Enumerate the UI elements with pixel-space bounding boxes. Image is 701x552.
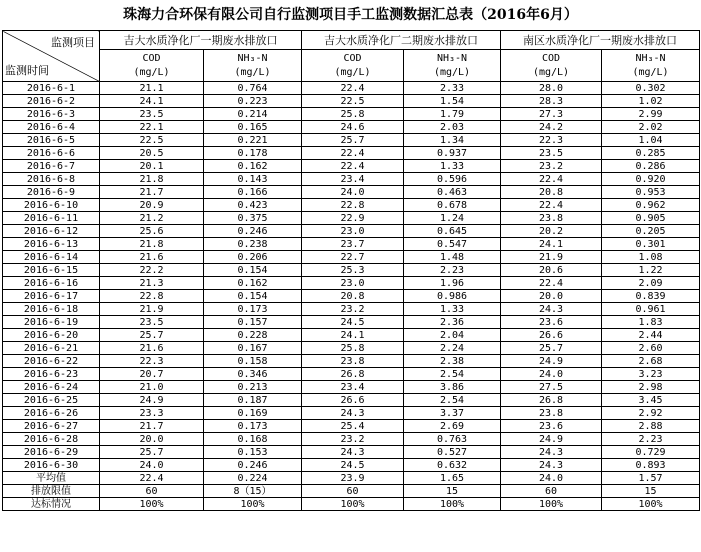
table-row — [3, 225, 700, 238]
date-cell: 2016-6-9 — [3, 186, 100, 199]
jida1-cod-cell: 20.0 — [100, 433, 204, 446]
jida2-cod-cell: 24.5 — [302, 459, 404, 472]
jida1-nh3n-cell: 0.158 — [204, 355, 302, 368]
jida1-nh3n-cell: 0.169 — [204, 407, 302, 420]
summary-row — [3, 485, 700, 498]
summary-label-cell: 达标情况 — [3, 498, 100, 511]
jida1-nh3n-cell: 0.214 — [204, 108, 302, 121]
date-cell: 2016-6-12 — [3, 225, 100, 238]
jida2-cod-cell: 25.8 — [302, 108, 404, 121]
jida1-nh3n-cell: 0.165 — [204, 121, 302, 134]
nanqu1-nh3n-cell: 2.68 — [602, 355, 700, 368]
nanqu1-nh3n-cell: 1.83 — [602, 316, 700, 329]
jida2-cod-cell: 23.9 — [302, 472, 404, 485]
table-row — [3, 95, 700, 108]
nanqu1-nh3n-cell: 2.88 — [602, 420, 700, 433]
param-name: COD — [343, 52, 362, 64]
nanqu1-cod-cell: 21.9 — [501, 251, 602, 264]
nanqu1-nh3n-cell: 1.22 — [602, 264, 700, 277]
table-row — [3, 186, 700, 199]
nanqu1-nh3n-cell: 15 — [602, 485, 700, 498]
param-header-cell — [602, 50, 700, 82]
nanqu1-nh3n-cell: 2.60 — [602, 342, 700, 355]
jida1-nh3n-cell: 0.143 — [204, 173, 302, 186]
table-row — [3, 173, 700, 186]
jida1-cod-cell: 21.8 — [100, 238, 204, 251]
nanqu1-cod-cell: 23.6 — [501, 420, 602, 433]
jida1-cod-cell: 20.1 — [100, 160, 204, 173]
nanqu1-nh3n-cell: 1.02 — [602, 95, 700, 108]
jida2-nh3n-cell: 3.86 — [404, 381, 501, 394]
param-name: NH₃-N — [635, 52, 666, 64]
table-row — [3, 290, 700, 303]
header-row-groups — [3, 31, 700, 50]
corner-label-item: 监测项目 — [51, 36, 95, 49]
jida1-cod-cell: 21.8 — [100, 173, 204, 186]
corner-label-time: 监测时间 — [5, 64, 49, 77]
jida1-nh3n-cell: 0.162 — [204, 277, 302, 290]
param-unit: (mg/L) — [133, 66, 170, 78]
table-row — [3, 381, 700, 394]
jida1-nh3n-cell: 0.154 — [204, 290, 302, 303]
jida2-cod-cell: 24.6 — [302, 121, 404, 134]
jida1-nh3n-cell: 0.166 — [204, 186, 302, 199]
jida1-nh3n-cell: 0.221 — [204, 134, 302, 147]
jida2-cod-cell: 22.9 — [302, 212, 404, 225]
jida1-cod-cell: 60 — [100, 485, 204, 498]
jida2-cod-cell: 23.2 — [302, 303, 404, 316]
jida2-nh3n-cell: 0.645 — [404, 225, 501, 238]
jida2-cod-cell: 24.5 — [302, 316, 404, 329]
date-cell: 2016-6-23 — [3, 368, 100, 381]
table-row — [3, 446, 700, 459]
jida1-nh3n-cell: 0.246 — [204, 225, 302, 238]
jida1-cod-cell: 21.1 — [100, 82, 204, 95]
table-row — [3, 329, 700, 342]
jida2-nh3n-cell: 100% — [404, 498, 501, 511]
nanqu1-cod-cell: 22.4 — [501, 173, 602, 186]
jida2-nh3n-cell: 2.69 — [404, 420, 501, 433]
nanqu1-cod-cell: 22.4 — [501, 199, 602, 212]
date-cell: 2016-6-10 — [3, 199, 100, 212]
jida1-cod-cell: 22.4 — [100, 472, 204, 485]
nanqu1-nh3n-cell: 2.98 — [602, 381, 700, 394]
table-row — [3, 355, 700, 368]
table-row — [3, 394, 700, 407]
jida1-cod-cell: 24.9 — [100, 394, 204, 407]
jida1-nh3n-cell: 0.764 — [204, 82, 302, 95]
table-row — [3, 108, 700, 121]
param-unit: (mg/L) — [433, 66, 471, 78]
nanqu1-cod-cell: 20.0 — [501, 290, 602, 303]
param-header-cell — [204, 50, 302, 82]
nanqu1-cod-cell: 24.2 — [501, 121, 602, 134]
nanqu1-nh3n-cell: 0.962 — [602, 199, 700, 212]
jida1-cod-cell: 22.2 — [100, 264, 204, 277]
jida1-nh3n-cell: 0.173 — [204, 420, 302, 433]
nanqu1-cod-cell: 23.8 — [501, 407, 602, 420]
param-header-cell — [100, 50, 204, 82]
jida1-nh3n-cell: 0.238 — [204, 238, 302, 251]
nanqu1-nh3n-cell: 0.205 — [602, 225, 700, 238]
nanqu1-cod-cell: 27.3 — [501, 108, 602, 121]
jida1-cod-cell: 24.0 — [100, 459, 204, 472]
param-header-cell — [501, 50, 602, 82]
date-cell: 2016-6-5 — [3, 134, 100, 147]
date-cell: 2016-6-2 — [3, 95, 100, 108]
jida2-cod-cell: 60 — [302, 485, 404, 498]
jida1-cod-cell: 22.5 — [100, 134, 204, 147]
jida2-nh3n-cell: 0.986 — [404, 290, 501, 303]
nanqu1-cod-cell: 24.3 — [501, 459, 602, 472]
group-header-jida-phase1: 吉大水质净化厂一期废水排放口 — [100, 31, 302, 50]
date-cell: 2016-6-6 — [3, 147, 100, 160]
nanqu1-nh3n-cell: 1.57 — [602, 472, 700, 485]
jida2-nh3n-cell: 0.632 — [404, 459, 501, 472]
jida1-cod-cell: 21.3 — [100, 277, 204, 290]
jida1-nh3n-cell: 0.187 — [204, 394, 302, 407]
table-row — [3, 199, 700, 212]
jida2-cod-cell: 23.4 — [302, 173, 404, 186]
date-cell: 2016-6-25 — [3, 394, 100, 407]
jida2-cod-cell: 23.8 — [302, 355, 404, 368]
date-cell: 2016-6-13 — [3, 238, 100, 251]
nanqu1-nh3n-cell: 0.905 — [602, 212, 700, 225]
jida2-nh3n-cell: 2.03 — [404, 121, 501, 134]
nanqu1-cod-cell: 100% — [501, 498, 602, 511]
nanqu1-cod-cell: 28.3 — [501, 95, 602, 108]
jida2-cod-cell: 23.2 — [302, 433, 404, 446]
jida1-nh3n-cell: 0.162 — [204, 160, 302, 173]
jida1-cod-cell: 21.9 — [100, 303, 204, 316]
nanqu1-nh3n-cell: 0.953 — [602, 186, 700, 199]
jida2-cod-cell: 23.7 — [302, 238, 404, 251]
jida2-cod-cell: 22.4 — [302, 82, 404, 95]
table-row — [3, 277, 700, 290]
nanqu1-nh3n-cell: 3.45 — [602, 394, 700, 407]
nanqu1-nh3n-cell: 0.302 — [602, 82, 700, 95]
date-cell: 2016-6-22 — [3, 355, 100, 368]
nanqu1-nh3n-cell: 2.92 — [602, 407, 700, 420]
jida1-cod-cell: 25.6 — [100, 225, 204, 238]
jida1-nh3n-cell: 0.178 — [204, 147, 302, 160]
jida2-cod-cell: 24.1 — [302, 329, 404, 342]
jida1-cod-cell: 21.6 — [100, 251, 204, 264]
nanqu1-cod-cell: 24.0 — [501, 472, 602, 485]
date-cell: 2016-6-30 — [3, 459, 100, 472]
jida2-nh3n-cell: 1.96 — [404, 277, 501, 290]
jida1-cod-cell: 22.8 — [100, 290, 204, 303]
nanqu1-cod-cell: 28.0 — [501, 82, 602, 95]
jida1-cod-cell: 25.7 — [100, 329, 204, 342]
jida1-cod-cell: 21.7 — [100, 186, 204, 199]
nanqu1-nh3n-cell: 0.893 — [602, 459, 700, 472]
date-cell: 2016-6-19 — [3, 316, 100, 329]
jida2-nh3n-cell: 2.54 — [404, 394, 501, 407]
nanqu1-nh3n-cell: 1.04 — [602, 134, 700, 147]
nanqu1-nh3n-cell: 0.729 — [602, 446, 700, 459]
date-cell: 2016-6-8 — [3, 173, 100, 186]
nanqu1-cod-cell: 24.3 — [501, 303, 602, 316]
jida2-nh3n-cell: 3.37 — [404, 407, 501, 420]
jida2-cod-cell: 20.8 — [302, 290, 404, 303]
jida2-nh3n-cell: 0.596 — [404, 173, 501, 186]
jida2-nh3n-cell: 0.678 — [404, 199, 501, 212]
jida2-cod-cell: 24.3 — [302, 446, 404, 459]
table-row — [3, 264, 700, 277]
jida2-nh3n-cell: 0.937 — [404, 147, 501, 160]
jida1-nh3n-cell: 0.168 — [204, 433, 302, 446]
jida2-cod-cell: 22.5 — [302, 95, 404, 108]
jida2-nh3n-cell: 1.34 — [404, 134, 501, 147]
jida2-cod-cell: 24.3 — [302, 407, 404, 420]
nanqu1-nh3n-cell: 100% — [602, 498, 700, 511]
date-cell: 2016-6-21 — [3, 342, 100, 355]
jida1-nh3n-cell: 0.246 — [204, 459, 302, 472]
jida1-cod-cell: 21.6 — [100, 342, 204, 355]
jida1-nh3n-cell: 0.224 — [204, 472, 302, 485]
jida2-nh3n-cell: 0.547 — [404, 238, 501, 251]
jida2-cod-cell: 22.7 — [302, 251, 404, 264]
jida2-nh3n-cell: 1.54 — [404, 95, 501, 108]
table-row — [3, 420, 700, 433]
date-cell: 2016-6-7 — [3, 160, 100, 173]
date-cell: 2016-6-18 — [3, 303, 100, 316]
jida2-nh3n-cell: 1.48 — [404, 251, 501, 264]
table-row — [3, 251, 700, 264]
monitoring-data-table — [2, 30, 700, 511]
jida1-cod-cell: 23.5 — [100, 108, 204, 121]
nanqu1-cod-cell: 20.6 — [501, 264, 602, 277]
jida2-nh3n-cell: 1.65 — [404, 472, 501, 485]
corner-header-cell — [3, 31, 100, 82]
header-row-parameters — [3, 50, 700, 82]
date-cell: 2016-6-29 — [3, 446, 100, 459]
nanqu1-cod-cell: 27.5 — [501, 381, 602, 394]
jida1-nh3n-cell: 0.153 — [204, 446, 302, 459]
jida2-cod-cell: 25.7 — [302, 134, 404, 147]
param-unit: (mg/L) — [334, 66, 371, 78]
table-row — [3, 459, 700, 472]
nanqu1-cod-cell: 20.8 — [501, 186, 602, 199]
param-name: NH₃-N — [436, 52, 468, 64]
param-unit: (mg/L) — [234, 66, 271, 78]
summary-row — [3, 498, 700, 511]
table-row — [3, 212, 700, 225]
jida2-nh3n-cell: 1.33 — [404, 303, 501, 316]
date-cell: 2016-6-26 — [3, 407, 100, 420]
table-row — [3, 238, 700, 251]
nanqu1-cod-cell: 23.8 — [501, 212, 602, 225]
nanqu1-cod-cell: 22.4 — [501, 277, 602, 290]
date-cell: 2016-6-28 — [3, 433, 100, 446]
jida1-nh3n-cell: 100% — [204, 498, 302, 511]
jida1-nh3n-cell: 0.167 — [204, 342, 302, 355]
nanqu1-cod-cell: 22.3 — [501, 134, 602, 147]
jida1-cod-cell: 20.9 — [100, 199, 204, 212]
table-row — [3, 368, 700, 381]
group-header-nanqu-phase1: 南区水质净化厂一期废水排放口 — [501, 31, 700, 50]
nanqu1-cod-cell: 23.2 — [501, 160, 602, 173]
nanqu1-cod-cell: 20.2 — [501, 225, 602, 238]
nanqu1-nh3n-cell: 2.02 — [602, 121, 700, 134]
date-cell: 2016-6-27 — [3, 420, 100, 433]
date-cell: 2016-6-14 — [3, 251, 100, 264]
date-cell: 2016-6-15 — [3, 264, 100, 277]
nanqu1-nh3n-cell: 0.961 — [602, 303, 700, 316]
jida2-cod-cell: 25.3 — [302, 264, 404, 277]
param-unit: (mg/L) — [632, 66, 669, 78]
jida2-nh3n-cell: 1.79 — [404, 108, 501, 121]
date-cell: 2016-6-3 — [3, 108, 100, 121]
table-row — [3, 342, 700, 355]
nanqu1-nh3n-cell: 1.08 — [602, 251, 700, 264]
table-row — [3, 433, 700, 446]
jida2-nh3n-cell: 0.763 — [404, 433, 501, 446]
jida2-cod-cell: 23.0 — [302, 225, 404, 238]
jida1-cod-cell: 24.1 — [100, 95, 204, 108]
report-title: 珠海力合环保有限公司自行监测项目手工监测数据汇总表（2016年6月） — [123, 7, 578, 23]
jida2-nh3n-cell: 2.33 — [404, 82, 501, 95]
jida1-nh3n-cell: 0.423 — [204, 199, 302, 212]
jida1-nh3n-cell: 0.173 — [204, 303, 302, 316]
jida1-cod-cell: 22.3 — [100, 355, 204, 368]
jida2-cod-cell: 24.0 — [302, 186, 404, 199]
jida2-nh3n-cell: 2.24 — [404, 342, 501, 355]
table-row — [3, 134, 700, 147]
jida1-cod-cell: 21.2 — [100, 212, 204, 225]
table-row — [3, 303, 700, 316]
jida1-cod-cell: 23.5 — [100, 316, 204, 329]
param-header-cell — [404, 50, 501, 82]
nanqu1-cod-cell: 24.0 — [501, 368, 602, 381]
date-cell: 2016-6-20 — [3, 329, 100, 342]
jida1-cod-cell: 100% — [100, 498, 204, 511]
nanqu1-cod-cell: 23.6 — [501, 316, 602, 329]
jida2-cod-cell: 25.8 — [302, 342, 404, 355]
table-row — [3, 407, 700, 420]
nanqu1-cod-cell: 24.1 — [501, 238, 602, 251]
jida2-cod-cell: 100% — [302, 498, 404, 511]
param-unit: (mg/L) — [532, 66, 570, 78]
nanqu1-nh3n-cell: 2.09 — [602, 277, 700, 290]
jida1-cod-cell: 21.0 — [100, 381, 204, 394]
date-cell: 2016-6-17 — [3, 290, 100, 303]
jida2-cod-cell: 26.6 — [302, 394, 404, 407]
table-row — [3, 160, 700, 173]
jida1-nh3n-cell: 0.223 — [204, 95, 302, 108]
jida2-nh3n-cell: 1.33 — [404, 160, 501, 173]
nanqu1-nh3n-cell: 2.99 — [602, 108, 700, 121]
jida2-nh3n-cell: 2.38 — [404, 355, 501, 368]
nanqu1-cod-cell: 24.3 — [501, 446, 602, 459]
jida2-nh3n-cell: 2.23 — [404, 264, 501, 277]
jida2-nh3n-cell: 2.36 — [404, 316, 501, 329]
nanqu1-cod-cell: 60 — [501, 485, 602, 498]
jida2-cod-cell: 23.0 — [302, 277, 404, 290]
jida1-cod-cell: 23.3 — [100, 407, 204, 420]
nanqu1-nh3n-cell: 0.301 — [602, 238, 700, 251]
nanqu1-nh3n-cell: 2.44 — [602, 329, 700, 342]
date-cell: 2016-6-24 — [3, 381, 100, 394]
param-name: NH₃-N — [237, 52, 268, 64]
jida2-cod-cell: 22.4 — [302, 147, 404, 160]
date-cell: 2016-6-11 — [3, 212, 100, 225]
jida1-cod-cell: 21.7 — [100, 420, 204, 433]
jida2-nh3n-cell: 0.463 — [404, 186, 501, 199]
jida2-nh3n-cell: 1.24 — [404, 212, 501, 225]
nanqu1-nh3n-cell: 0.285 — [602, 147, 700, 160]
jida2-cod-cell: 26.8 — [302, 368, 404, 381]
jida2-nh3n-cell: 2.04 — [404, 329, 501, 342]
nanqu1-nh3n-cell: 3.23 — [602, 368, 700, 381]
jida1-cod-cell: 20.7 — [100, 368, 204, 381]
param-header-cell — [302, 50, 404, 82]
param-name: COD — [541, 52, 561, 64]
nanqu1-nh3n-cell: 2.23 — [602, 433, 700, 446]
jida1-nh3n-cell: 0.346 — [204, 368, 302, 381]
table-row — [3, 316, 700, 329]
nanqu1-cod-cell: 23.5 — [501, 147, 602, 160]
jida1-cod-cell: 22.1 — [100, 121, 204, 134]
jida1-nh3n-cell: 8（15） — [204, 485, 302, 498]
group-header-jida-phase2: 吉大水质净化厂二期废水排放口 — [302, 31, 501, 50]
jida1-nh3n-cell: 0.213 — [204, 381, 302, 394]
table-row — [3, 147, 700, 160]
summary-label-cell: 排放限值 — [3, 485, 100, 498]
nanqu1-cod-cell: 24.9 — [501, 355, 602, 368]
jida1-cod-cell: 25.7 — [100, 446, 204, 459]
nanqu1-cod-cell: 24.9 — [501, 433, 602, 446]
jida2-nh3n-cell: 0.527 — [404, 446, 501, 459]
nanqu1-cod-cell: 26.8 — [501, 394, 602, 407]
nanqu1-nh3n-cell: 0.839 — [602, 290, 700, 303]
jida1-nh3n-cell: 0.228 — [204, 329, 302, 342]
param-name: COD — [142, 52, 161, 64]
date-cell: 2016-6-4 — [3, 121, 100, 134]
summary-label-cell: 平均值 — [3, 472, 100, 485]
nanqu1-nh3n-cell: 0.920 — [602, 173, 700, 186]
jida1-nh3n-cell: 0.375 — [204, 212, 302, 225]
nanqu1-cod-cell: 26.6 — [501, 329, 602, 342]
jida1-nh3n-cell: 0.157 — [204, 316, 302, 329]
summary-row — [3, 472, 700, 485]
jida1-nh3n-cell: 0.154 — [204, 264, 302, 277]
jida1-cod-cell: 20.5 — [100, 147, 204, 160]
jida2-nh3n-cell: 15 — [404, 485, 501, 498]
table-row — [3, 121, 700, 134]
nanqu1-cod-cell: 25.7 — [501, 342, 602, 355]
jida2-cod-cell: 23.4 — [302, 381, 404, 394]
nanqu1-nh3n-cell: 0.286 — [602, 160, 700, 173]
table-row — [3, 82, 700, 95]
jida2-cod-cell: 25.4 — [302, 420, 404, 433]
jida2-nh3n-cell: 2.54 — [404, 368, 501, 381]
date-cell: 2016-6-16 — [3, 277, 100, 290]
date-cell: 2016-6-1 — [3, 82, 100, 95]
jida2-cod-cell: 22.4 — [302, 160, 404, 173]
jida1-nh3n-cell: 0.206 — [204, 251, 302, 264]
jida2-cod-cell: 22.8 — [302, 199, 404, 212]
